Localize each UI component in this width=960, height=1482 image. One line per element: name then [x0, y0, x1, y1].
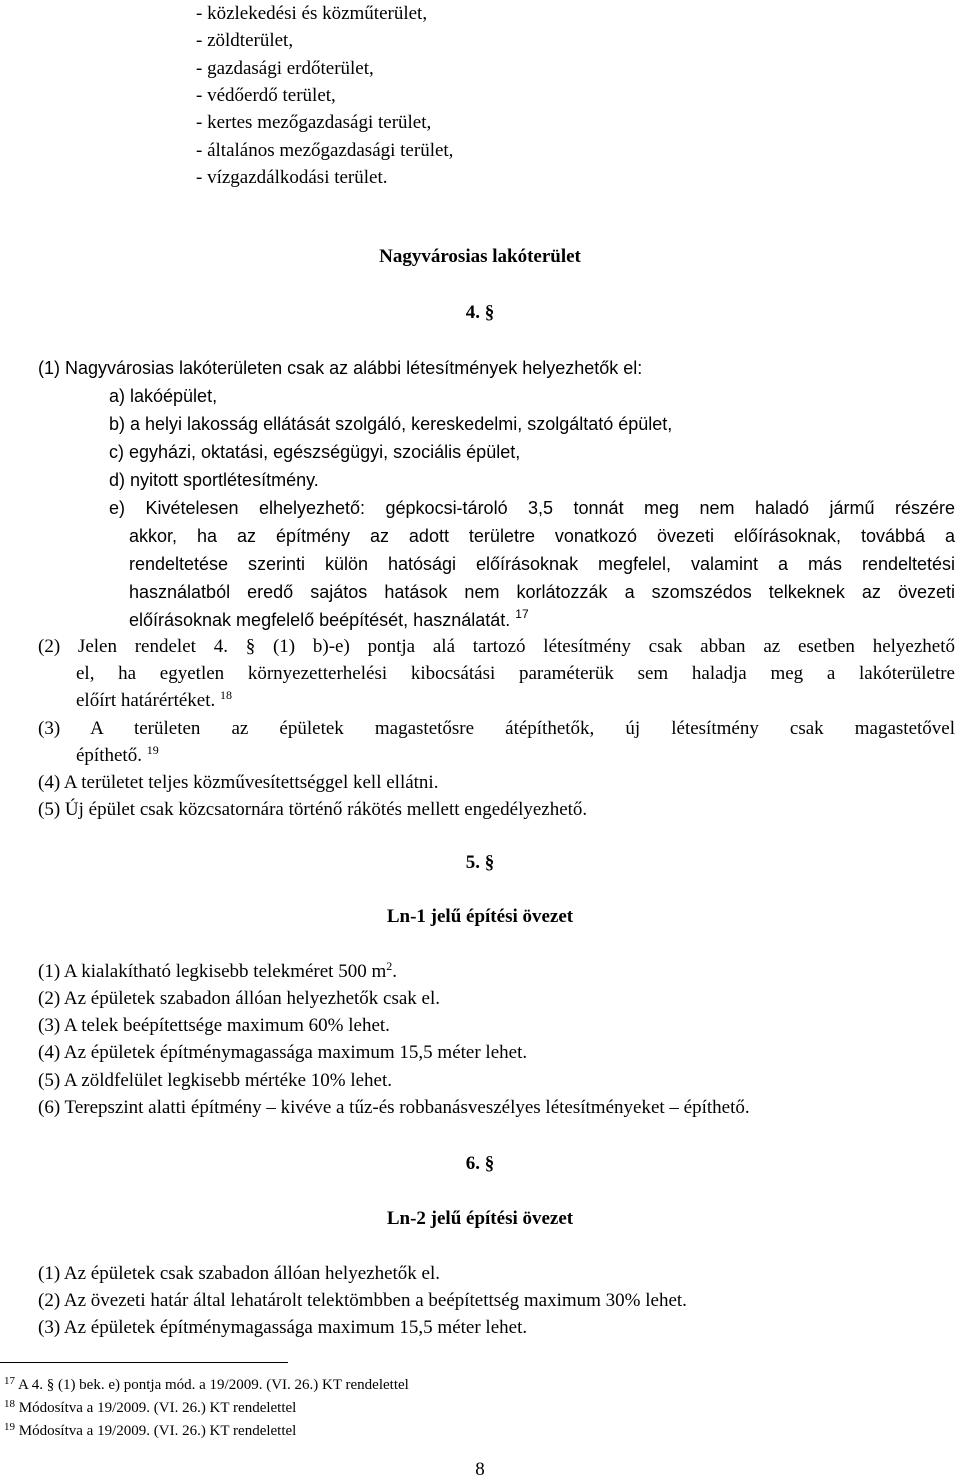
list-item: b) a helyi lakosság ellátását szolgáló, kereskedelmi, szolgáltató épület,	[109, 414, 673, 434]
list-item: (3) A telek beépítettsége maximum 60% lehet.	[38, 1015, 390, 1036]
footnote-number: 17	[4, 1375, 15, 1387]
footnote-text: Módosítva a 19/2009. (VI. 26.) KT rendelettel	[18, 1423, 297, 1439]
paragraph-line: (2) Jelen rendelet 4. § (1) b)-e) pontja alá tartozó létesítmény csak abban az esetben helyezhető	[38, 636, 955, 657]
paragraph-intro: (1) Nagyvárosias lakóterületen csak az alábbi létesítmények helyezhetők el:	[38, 358, 643, 378]
paragraph-number: 6. §	[465, 1153, 495, 1174]
paragraph-number: 4. §	[465, 302, 495, 323]
footnote-ref: 19	[146, 743, 159, 757]
footnote-number: 18	[4, 1398, 15, 1410]
paragraph-line: rendeltetése szerinti külön hatósági előírásoknak megfelel, valamint a más rendeltetési	[129, 554, 955, 574]
section-title: Ln-1 jelű építési övezet	[386, 906, 574, 927]
footnote-text: Módosítva a 19/2009. (VI. 26.) KT rendelettel	[18, 1400, 297, 1416]
list-item: (6) Terepszint alatti építmény – kivéve a tűz-és robbanásveszélyes létesítményeket – építhető.	[38, 1097, 750, 1118]
paragraph-line	[76, 689, 232, 713]
line-text: előírt határértéket.	[76, 690, 216, 711]
list-item: (1) Az épületek csak szabadon állóan helyezhetők el.	[38, 1263, 440, 1284]
paragraph-line: (4) A területet teljes közművesítettséggel kell ellátni.	[38, 772, 439, 793]
paragraph-line: akkor, ha az építmény az adott területre vonatkozó övezeti előírásoknak, továbbá a	[129, 526, 955, 546]
footnote	[4, 1421, 296, 1441]
superscript: 2	[386, 959, 393, 973]
list-item: (2) Az övezeti határ által lehatárolt telektömbben a beépítettség maximum 30% lehet.	[38, 1290, 687, 1311]
footnote	[4, 1375, 409, 1395]
list-item: a) lakóépület,	[109, 386, 218, 406]
footnote-separator	[0, 1362, 288, 1363]
list-item: - közlekedési és közműterület,	[196, 3, 428, 24]
paragraph-line: (3) A területen az épületek magastetősre átépíthetők, új létesítmény csak magastetővel	[38, 718, 955, 739]
footnote-number: 19	[4, 1421, 15, 1433]
line-text: .	[392, 961, 397, 982]
paragraph-line: használatból eredő sajátos hatások nem korlátozzák a szomszédos telkeknek az övezeti	[129, 582, 955, 602]
list-item: - zöldterület,	[196, 30, 294, 51]
list-item: d) nyitott sportlétesítmény.	[109, 470, 319, 490]
footnote-text: A 4. § (1) bek. e) pontja mód. a 19/2009. (VI. 26.) KT rendelettel	[17, 1377, 409, 1393]
footnote-ref: 17	[515, 607, 529, 621]
line-text: előírásoknak megfelelő beépítését, használatát.	[129, 610, 511, 630]
list-item: - általános mezőgazdasági terület,	[196, 140, 454, 161]
paragraph-line: (5) Új épület csak közcsatornára történő rákötés mellett engedélyezhető.	[38, 799, 588, 820]
list-item: (5) A zöldfelület legkisebb mértéke 10% lehet.	[38, 1070, 393, 1091]
list-item: - védőerdő terület,	[196, 85, 336, 106]
list-item: (4) Az épületek építménymagassága maximum 15,5 méter lehet.	[38, 1042, 528, 1063]
list-item: - gazdasági erdőterület,	[196, 58, 374, 79]
list-item: c) egyházi, oktatási, egészségügyi, szociális épület,	[109, 442, 521, 462]
line-text: építhető.	[76, 745, 142, 766]
paragraph-number: 5. §	[465, 852, 495, 873]
list-item: (2) Az épületek szabadon állóan helyezhetők csak el.	[38, 988, 440, 1009]
section-title: Nagyvárosias lakóterület	[379, 246, 581, 267]
paragraph-line: el, ha egyetlen környezetterhelési kibocsátási paraméterük sem haladja meg a lakóterületre	[76, 663, 955, 684]
paragraph-line	[129, 608, 529, 632]
list-item: - kertes mezőgazdasági terület,	[196, 112, 432, 133]
footnote-ref: 18	[220, 688, 233, 702]
list-item: (3) Az épületek építménymagassága maximum 15,5 méter lehet.	[38, 1317, 528, 1338]
paragraph-line	[76, 744, 159, 768]
page-number: 8	[475, 1459, 485, 1480]
paragraph-line: e) Kivételesen elhelyezhető: gépkocsi-tároló 3,5 tonnát meg nem haladó jármű részére	[109, 498, 955, 518]
line-text: (1) A kialakítható legkisebb telekméret 500 m	[38, 961, 387, 982]
list-item	[38, 960, 397, 984]
list-item: - vízgazdálkodási terület.	[196, 167, 388, 188]
footnote	[4, 1398, 296, 1418]
section-title: Ln-2 jelű építési övezet	[386, 1208, 574, 1229]
